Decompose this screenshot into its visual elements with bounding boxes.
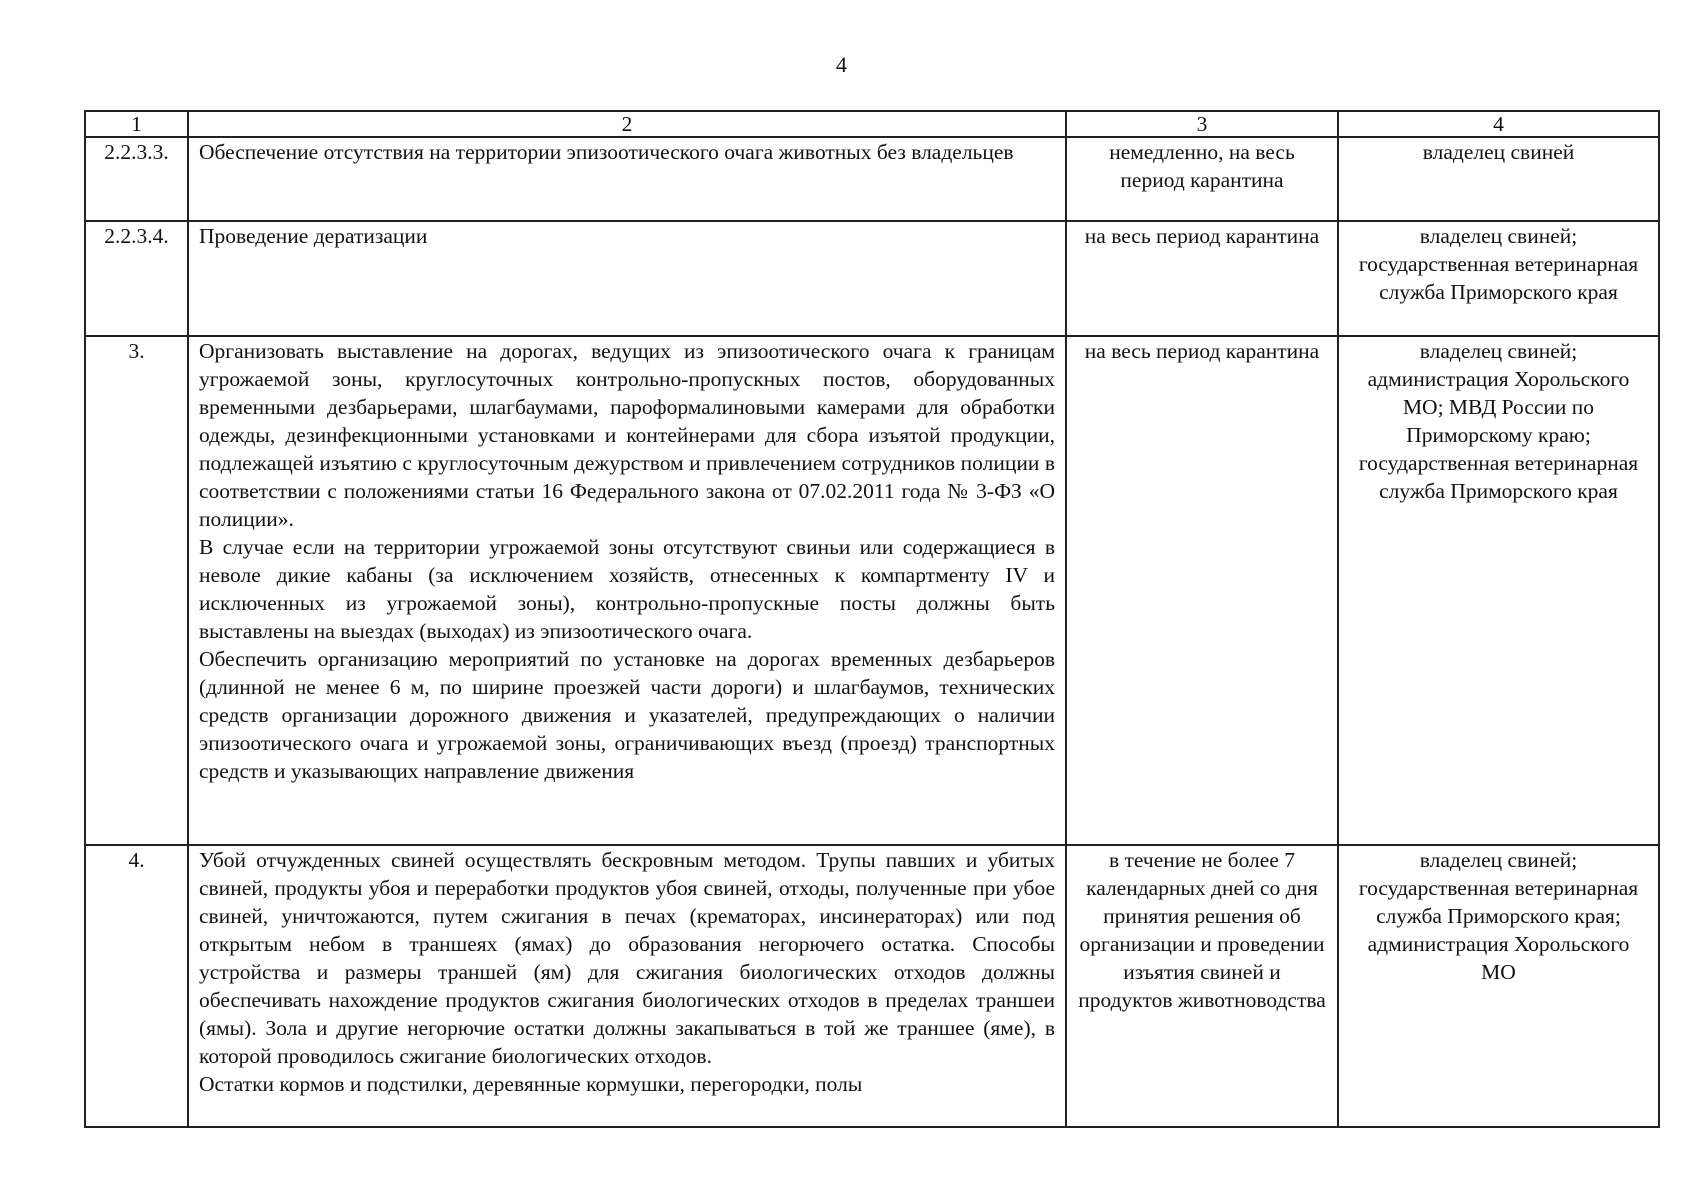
table-row (85, 221, 1659, 336)
measure-responsible: владелец свиней; государственная ветеринарная служба Приморского края; администрация Хорольского МО (1338, 845, 1659, 1127)
measure-paragraph: В случае если на территории угрожаемой зоны отсутствуют свиньи или содержащиеся в неволе дикие кабаны (за исключением хозяйств, отнесенных к компартменту IV и исключенных из угрожаемой зоны), контрольно-пропускные посты должны быть выставлены на выездах (выходах) из эпизоотического очага. (199, 535, 1055, 643)
item-number: 4. (85, 845, 188, 1127)
measure-description (188, 221, 1066, 336)
table-header-row (85, 111, 1659, 137)
measure-term: на весь период карантина (1066, 221, 1338, 336)
table-row (85, 845, 1659, 1127)
measure-responsible: владелец свиней (1338, 137, 1659, 221)
measure-description (188, 336, 1066, 845)
item-number: 2.2.3.3. (85, 137, 188, 221)
measure-paragraph: Остатки кормов и подстилки, деревянные кормушки, перегородки, полы (199, 1072, 863, 1096)
measure-paragraph: Проведение дератизации (199, 224, 428, 248)
table-row (85, 137, 1659, 221)
measure-description (188, 137, 1066, 221)
table-row (85, 336, 1659, 845)
measure-paragraph: Обеспечение отсутствия на территории эпизоотического очага животных без владельцев (199, 140, 1014, 164)
measure-term: в течение не более 7 календарных дней со дня принятия решения об организации и проведении изъятия свиней и продуктов животноводства (1066, 845, 1338, 1127)
column-header: 4 (1338, 111, 1659, 137)
column-header: 1 (85, 111, 188, 137)
measures-table (84, 110, 1660, 1128)
item-number: 3. (85, 336, 188, 845)
measure-paragraph: Убой отчужденных свиней осуществлять бескровным методом. Трупы павших и убитых свиней, продукты убоя и переработки продуктов убоя свиней, отходы, полученные при убое свиней, уничтожаются, путем сжигания в печах (крематорах, инсинераторах) или под открытым небом в траншеях (ямах) до образования негорючего остатка. Способы устройства и размеры траншей (ям) для сжигания биологических отходов должны обеспечивать нахождение продуктов сжигания биологических отходов в пределах траншеи (ямы). Зола и другие негорючие остатки должны закапываться в той же траншее (яме), в которой проводилось сжигание биологических отходов. (199, 848, 1055, 1068)
measure-responsible: владелец свиней; администрация Хорольского МО; МВД России по Приморскому краю; государственная ветеринарная служба Приморского края (1338, 336, 1659, 845)
measure-term: на весь период карантина (1066, 336, 1338, 845)
column-header: 3 (1066, 111, 1338, 137)
measure-paragraph: Обеспечить организацию мероприятий по установке на дорогах временных дезбарьеров (длинной не менее 6 м, по ширине проезжей части дороги) и шлагбаумов, технических средств организации дорожного движения и указателей, предупреждающих о наличии эпизоотического очага и угрожаемой зоны, ограничивающих въезд (проезд) транспортных средств и указывающих направление движения (199, 647, 1055, 783)
measure-responsible: владелец свиней; государственная ветеринарная служба Приморского края (1338, 221, 1659, 336)
item-number: 2.2.3.4. (85, 221, 188, 336)
column-header: 2 (188, 111, 1066, 137)
measure-paragraph: Организовать выставление на дорогах, ведущих из эпизоотического очага к границам угрожаемой зоны, круглосуточных контрольно-пропускных постов, оборудованных временными дезбарьерами, шлагбаумами, пароформалиновыми камерами для обработки одежды, дезинфекционными установками и контейнерами для сбора изъятой продукции, подлежащей изъятию с круглосуточным дежурством и привлечением сотрудников полиции в соответствии с положениями статьи 16 Федерального закона от 07.02.2011 года № 3-ФЗ «О полиции». (199, 339, 1055, 531)
page-number: 4 (836, 52, 847, 77)
measure-description (188, 845, 1066, 1127)
measure-term: немедленно, на весь период карантина (1066, 137, 1338, 221)
